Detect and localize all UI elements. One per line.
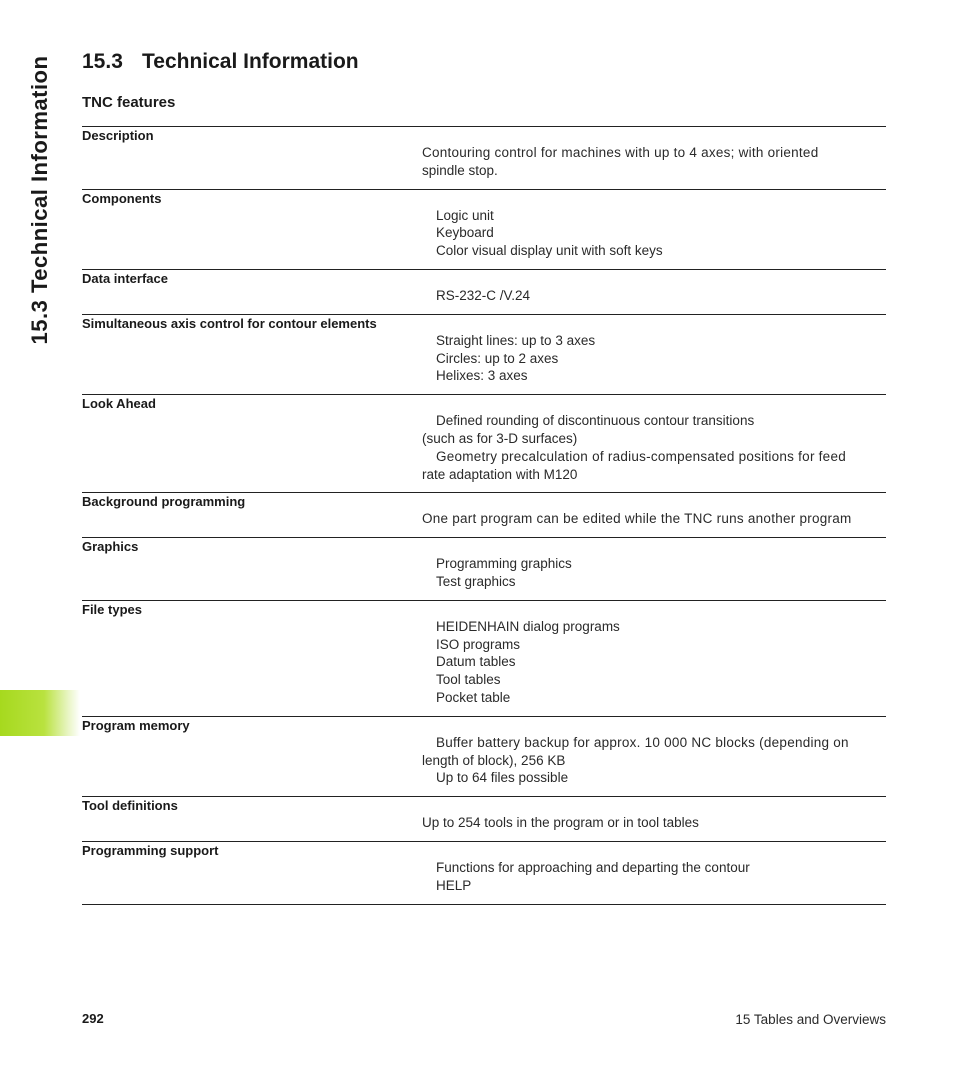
page-title	[82, 50, 359, 74]
feature-label: Programming support	[82, 842, 219, 858]
feature-details	[422, 859, 886, 895]
feature-label: File types	[82, 601, 142, 617]
feature-label: Description	[82, 128, 154, 143]
feature-bullet-item: RS-232-C /V.24	[436, 287, 531, 303]
feature-bullet-item: Pocket table	[436, 689, 511, 705]
page-subtitle: TNC features	[82, 94, 176, 111]
feature-bullet-item: Datum tables	[436, 654, 516, 670]
feature-text-line: rate adaptation with M120	[422, 466, 578, 482]
feature-text-line: Contouring control for machines with up to 4 axes; with oriented	[422, 145, 819, 160]
feature-text-line: length of block), 256 KB	[422, 752, 566, 768]
feature-bullet-item: Test graphics	[436, 573, 516, 589]
feature-text-line: Up to 254 tools in the program or in tool tables	[422, 815, 699, 831]
feature-row	[82, 394, 886, 492]
feature-row	[82, 600, 886, 716]
feature-bullet-item: Programming graphics	[436, 556, 572, 572]
feature-bullet-item: Logic unit	[436, 207, 494, 223]
feature-bullet-item: Geometry precalculation of radius-compensated positions for feed	[436, 448, 846, 464]
feature-row	[82, 492, 886, 537]
feature-label: Graphics	[82, 539, 139, 555]
feature-bullet-item: Color visual display unit with soft keys	[436, 243, 663, 259]
feature-text-line: (such as for 3-D surfaces)	[422, 430, 578, 446]
feature-text-line: One part program can be edited while the TNC runs another program	[422, 511, 852, 527]
feature-label: Program memory	[82, 717, 190, 733]
section-title: Technical Information	[142, 50, 359, 73]
feature-text-line: spindle stop.	[422, 162, 498, 178]
feature-bullet-item: Keyboard	[436, 225, 494, 241]
feature-details	[422, 207, 886, 260]
feature-bullet-item: HEIDENHAIN dialog programs	[436, 618, 620, 634]
feature-bullet-item: Helixes: 3 axes	[436, 368, 528, 384]
features-table	[82, 126, 886, 905]
feature-row	[82, 841, 886, 905]
feature-row	[82, 126, 886, 189]
feature-bullet-item: HELP	[436, 877, 472, 893]
feature-label: Components	[82, 190, 162, 206]
feature-bullet-item: Circles: up to 2 axes	[436, 350, 559, 366]
feature-row	[82, 314, 886, 394]
feature-row	[82, 716, 886, 796]
feature-bullet-item: Functions for approaching and departing the contour	[436, 859, 750, 875]
feature-row	[82, 189, 886, 269]
feature-details	[422, 332, 886, 385]
feature-details	[422, 734, 886, 787]
feature-details	[422, 814, 886, 832]
feature-row	[82, 537, 886, 600]
feature-label: Tool definitions	[82, 798, 178, 814]
section-number: 15.3	[82, 50, 123, 73]
feature-details	[422, 287, 886, 305]
feature-details	[422, 618, 886, 707]
chapter-footer: 15 Tables and Overviews	[735, 1012, 886, 1027]
feature-bullet-item: ISO programs	[436, 636, 521, 652]
page-number: 292	[82, 1011, 104, 1026]
feature-details	[422, 555, 886, 591]
feature-label: Simultaneous axis control for contour elements	[82, 315, 377, 331]
feature-bullet-item: Buffer battery backup for approx. 10 000 NC blocks (depending on	[436, 734, 849, 750]
chapter-tab-marker	[0, 690, 80, 736]
feature-row	[82, 269, 886, 314]
feature-bullet-item: Up to 64 files possible	[436, 770, 569, 786]
feature-details	[422, 144, 886, 180]
vertical-section-title	[18, 40, 64, 360]
feature-bullet-item: Tool tables	[436, 672, 501, 688]
vertical-section-title-text: 15.3 Technical Information	[27, 55, 52, 345]
feature-details	[422, 412, 886, 483]
feature-details	[422, 510, 886, 528]
feature-row	[82, 796, 886, 841]
feature-label: Data interface	[82, 270, 168, 286]
feature-bullet-item: Defined rounding of discontinuous contour transitions	[436, 413, 755, 429]
feature-bullet-item: Straight lines: up to 3 axes	[436, 332, 596, 348]
feature-label: Look Ahead	[82, 396, 156, 412]
feature-label: Background programming	[82, 494, 246, 510]
